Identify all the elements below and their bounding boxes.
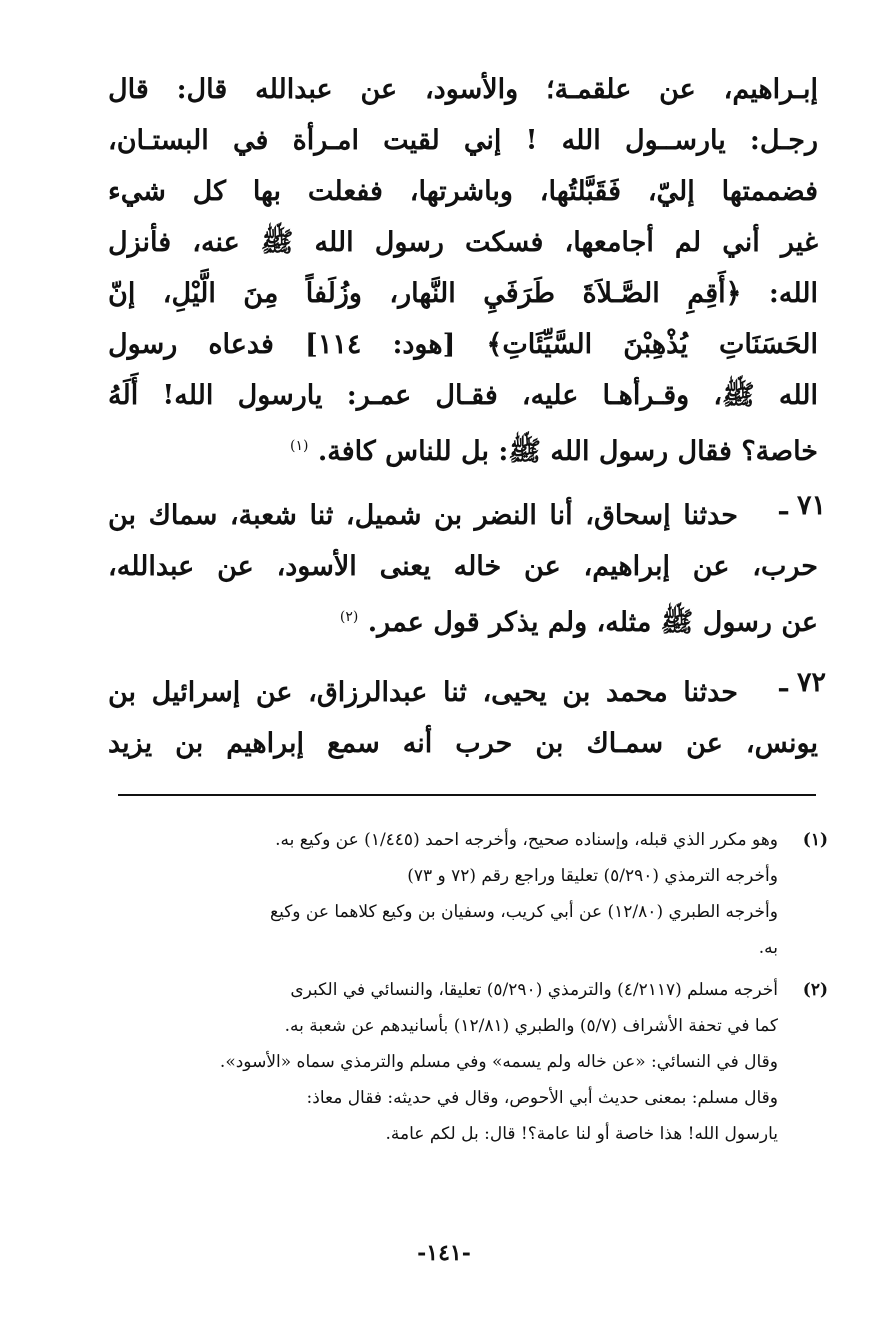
text-line: حدثنا إسحاق، أنا النضر بن شميل، ثنا شعبة، سماك بن: [108, 500, 738, 531]
footnote-separator: [118, 794, 816, 796]
footnote-2: [118, 972, 828, 1152]
hadith-70-continuation: [108, 64, 818, 472]
footnote-marker: (١): [289, 438, 309, 454]
text-line: الله: ﴿أَقِمِ الصَّـلاَةَ طَرَفَيِ النَّهار، وزُلَفاً مِنَ الَّيْلِ، إنّ: [108, 278, 818, 309]
footnote-line: وهو مكرر الذي قبله، وإسناده صحيح، وأخرجه احمد (١/٤٤٥) عن وكيع به.: [275, 830, 778, 850]
text-line: يونس، عن سمـاك بن حرب أنه سمع إبراهيم بن يزيد: [108, 728, 818, 759]
footnote-line: وقال في النسائي: «عن خاله ولم يسمه» وفي مسلم والترمذي سماه «الأسود».: [219, 1052, 778, 1072]
text-line: إبـراهيم، عن علقمـة؛ والأسود، عن عبدالله قال: قال: [108, 74, 818, 105]
hadith-71: [108, 490, 826, 643]
text-line-content: عن رسول ﷺ مثله، ولم يذكر قول عمر.: [367, 607, 818, 638]
hadith-body: [108, 667, 818, 769]
text-line: حرب، عن إبراهيم، عن خاله يعنى الأسود، عن عبدالله،: [108, 551, 818, 582]
footnote-number: (١): [802, 830, 828, 850]
footnote-line: يارسول الله! هذا خاصة أو لنا عامة؟! قال: بل لكم عامة.: [385, 1124, 778, 1144]
text-line: غير أني لم أجامعها، فسكت رسول الله ﷺ عنه، فأنزل: [108, 227, 818, 258]
text-line: فضممتها إليّ، فَقَبَّلتُها، وباشرتها، ففعلت بها كل شيء: [108, 176, 818, 207]
page-number: -١٤١-: [417, 1240, 471, 1266]
hadith-body: [108, 490, 818, 643]
text-line: الله ﷺ، وقـرأهـا عليه، فقـال عمـر: يارسول الله! أَلَهُ: [108, 380, 818, 411]
text-line: [108, 421, 818, 472]
text-line: الحَسَنَاتِ يُذْهِبْنَ السَّيِّئَاتِ﴾ [هود: ١١٤] فدعاه رسول: [108, 329, 818, 360]
footnotes: [118, 822, 828, 1152]
footnote-line: وقال مسلم: بمعنى حديث أبي الأحوص، وقال في حديثه: فقال معاذ:: [306, 1088, 778, 1108]
text-line: حدثنا محمد بن يحيى، ثنا عبدالرزاق، عن إسرائيل بن: [108, 677, 738, 708]
footnote-line: أخرجه مسلم (٤/٢١١٧) والترمذي (٥/٢٩٠) تعليقا، والنسائي في الكبرى: [290, 980, 778, 1000]
footnote-number: (٢): [802, 980, 828, 1000]
footnote-line: وأخرجه الترمذي (٥/٢٩٠) تعليقا وراجع رقم (٧٢ و ٧٣): [407, 866, 778, 886]
footnote-line: به.: [758, 938, 778, 958]
footnote-1: [118, 822, 828, 966]
text-line: رجـل: يارســول الله ! إني لقيت امـرأة في البستـان،: [108, 125, 818, 156]
footnote-line: كما في تحفة الأشراف (٥/٧) والطبري (١٢/٨١) بأسانيدهم عن شعبة به.: [284, 1016, 778, 1036]
hadith-72: [108, 667, 826, 769]
main-text: [108, 64, 826, 769]
hadith-number: ٧٢ ـ: [779, 667, 826, 698]
footnote-line: وأخرجه الطبري (١٢/٨٠) عن أبي كريب، وسفيان بن وكيع كلاهما عن وكيع: [270, 902, 778, 922]
text-line-content: خاصة؟ فقال رسول الله ﷺ: بل للناس كافة.: [317, 436, 818, 467]
footnote-marker: (٢): [339, 609, 359, 625]
hadith-number: ٧١ ـ: [779, 490, 826, 521]
text-line: [108, 592, 818, 643]
